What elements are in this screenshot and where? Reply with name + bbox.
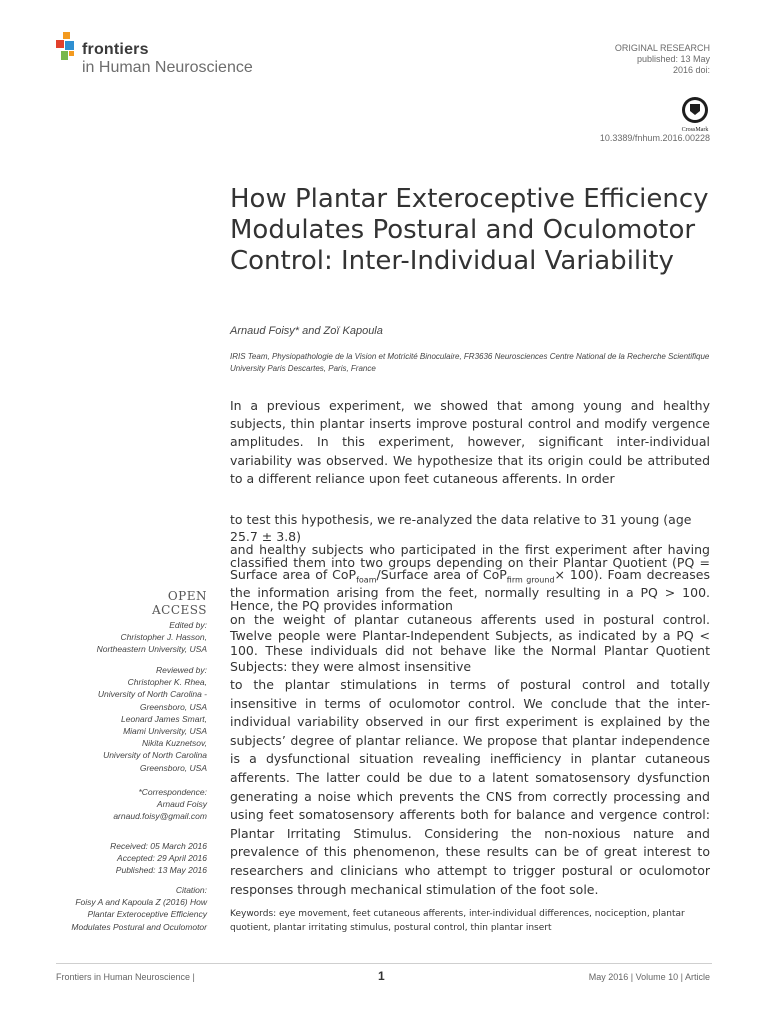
- reviewed-by-block: [27, 664, 207, 774]
- open-access-label: OPEN ACCESS: [151, 589, 207, 617]
- correspondence-name: Arnaud Foisy: [156, 799, 207, 810]
- reviewer-line: Miami University, USA: [123, 726, 207, 737]
- editor-line: Christopher J. Hasson,: [120, 632, 207, 643]
- article-type: ORIGINAL RESEARCH: [614, 43, 710, 53]
- published-date-side: Published: 13 May 2016: [115, 865, 207, 876]
- sub-foam: foam: [356, 575, 377, 585]
- citation-block: [27, 884, 207, 933]
- reviewed-by-label: Reviewed by:: [155, 665, 207, 675]
- abstract-paragraph-2: to test this hypothesis, we re-analyzed the data relative to 31 young (age 25.7 ± 3.8): [230, 512, 692, 544]
- keywords-label: Keywords:: [230, 909, 277, 919]
- abstract-p3-b: /Surface area of CoP: [376, 567, 507, 582]
- footer-issue: May 2016 | Volume 10 | Article: [588, 972, 710, 982]
- reviewer-line: Nikita Kuznetsov,: [141, 738, 207, 749]
- crossmark-label: CrossMark: [681, 127, 709, 133]
- abstract-p3-c: × 100). Foam decreases the information arising from the feet, normally resulting in a PQ > 100. Hence, the PQ provides information: [230, 567, 710, 613]
- reviewer-line: Greensboro, USA: [139, 762, 207, 773]
- doi-link[interactable]: 10.3389/fnhum.2016.00228: [599, 133, 710, 143]
- abstract-paragraph-3: [230, 544, 710, 612]
- abstract-paragraph-4: on the weight of plantar cutaneous afferents used in postural control. Twelve people were Plantar-Independent Subjects, as indicated by a PQ < 100. These individuals did not behave like the Normal Plantar Quotient Subjects: they were almost insensitive: [230, 612, 710, 674]
- reviewer-line: Christopher K. Rhea,: [127, 677, 207, 688]
- reviewer-line: University of North Carolina: [103, 750, 207, 761]
- accepted-date: Accepted: 29 April 2016: [117, 853, 207, 864]
- published-year: 2016 doi:: [672, 65, 710, 75]
- keywords: [230, 907, 712, 935]
- reviewer-line: Greensboro, USA: [139, 701, 207, 712]
- dates-block: [27, 840, 207, 877]
- crossmark-icon[interactable]: [679, 96, 711, 134]
- citation-line: Modulates Postural and Oculomotor: [71, 921, 207, 932]
- frontiers-logo-icon: [56, 32, 78, 62]
- correspondence-email[interactable]: arnaud.foisy@gmail.com: [113, 811, 207, 822]
- abstract-paragraph-1: In a previous experiment, we showed that among young and healthy subjects, thin plantar inserts improve postural control and modify vergence amplitudes. In this experiment, however, significant inter-individual variability was observed. We hypothesize that its origin could be attributed to a different reliance upon feet cutaneous afferents. In order: [230, 398, 710, 486]
- affiliation: IRIS Team, Physiopathologie de la Vision et Motricité Binoculaire, FR3636 Neurosciences Centre National de la Recherche Scientifique University Paris Descartes, Paris, France: [230, 352, 710, 373]
- authors: Arnaud Foisy* and Zoï Kapoula: [230, 325, 383, 337]
- citation-line: Foisy A and Kapoula Z (2016) How: [75, 897, 207, 908]
- footer-divider: [56, 963, 712, 964]
- footer-journal: Frontiers in Human Neuroscience |: [56, 972, 195, 982]
- journal-name: in Human Neuroscience: [82, 59, 253, 76]
- citation-line: Plantar Exteroceptive Efficiency: [87, 909, 207, 920]
- reviewer-line: University of North Carolina -: [97, 689, 207, 700]
- published-date: published: 13 May: [636, 54, 710, 64]
- edited-by-label: Edited by:: [169, 620, 207, 630]
- correspondence-label: *Correspondence:: [138, 787, 207, 797]
- abstract-p3-a: and healthy subjects who participated in the first experiment after having classified them into two groups depending on their Plantar Quotient (PQ = Surface area of CoP: [230, 542, 710, 582]
- citation-label: Citation:: [175, 885, 207, 895]
- brand-name: frontiers: [82, 41, 149, 58]
- page-number: 1: [378, 969, 385, 983]
- reviewer-line: Leonard James Smart,: [121, 713, 207, 724]
- editor-line: Northeastern University, USA: [96, 644, 207, 655]
- article-meta: [550, 43, 710, 76]
- keywords-list: eye movement, feet cutaneous afferents, inter-individual differences, nociception, plantar quotient, plantar irritating stimulus, postural control, thin plantar insert: [230, 909, 685, 933]
- edited-by-block: [27, 619, 207, 656]
- article-title: How Plantar Exteroceptive Efficiency Modulates Postural and Oculomotor Control: Inter-Individual Variability: [230, 184, 709, 276]
- sub-firm-ground: firm ground: [506, 575, 555, 585]
- received-date: Received: 05 March 2016: [110, 841, 207, 851]
- correspondence-block: [27, 786, 207, 823]
- abstract-paragraph-5: to the plantar stimulations in terms of postural control and totally insensitive in terms of oculomotor control. We conclude that the inter-individual variability observed in our first experiment is explained by the subjects’ degree of plantar reliance. We propose that plantar independence is a dysfunctional situation revealing inefficiency in plantar cutaneous afferents. The latter could be due to a latent somatosensory dysfunction generating a noise which prevents the CNS from correctly processing and using feet somatosensory afferents both for balance and vergence control: Plantar Irritating Stimulus. Considering the non-noxious nature and prevalence of this phenomenon, these results can be of great interest to researchers and clinicians who attempt to trigger postural or oculomotor responses through mechanical stimulation of the foot sole.: [230, 677, 710, 897]
